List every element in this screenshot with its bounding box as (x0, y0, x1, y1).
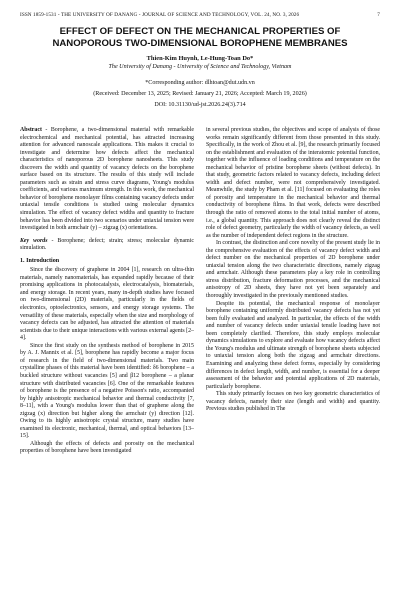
running-header (20, 12, 380, 22)
paragraph: Despite its potential, the mechanical response of monolayer borophene containing uniformly distributed vacancy defects has not yet been fully evaluated and analyzed. In particular, the effects of the width and number of vacancy defects under uniaxial tensile loading have not been completely clarified. Therefore, this study employs molecular dynamics simulations to explore and evaluate how vacancy defects affect the Young's modulus and ultimate strength of borophene sheets subjected to uniaxial tension along both the zigzag and armchair directions. Examining and analyzing these defect forms, especially by considering differences in defect length, width, and number, is essential for a deeper assessment of the behavior and potential applications of 2D materials, particularly borophene. (206, 300, 380, 390)
paper-title: EFFECT OF DEFECT ON THE MECHANICAL PROPERTIES OF NANOPOROUS TWO-DIMENSIONAL BOROPHENE MEMBRANES (52, 26, 348, 49)
paragraph: In contrast, the distinction and core novelty of the present study lie in the comprehensive evaluation of the effects of vacancy defect width and defect number on the mechanical properties of 2D borophene under uniaxial tension along the two characteristic directions, namely zigzag and armchair. Although these parameters play a key role in controlling stress distribution, fracture deformation processes, and the mechanical anisotropy of 2D sheets, they have not yet been separately and thoroughly investigated in the previously mentioned studies. (206, 240, 380, 300)
doi: DOI: 10.31130/ud-jst.2026.24(3).714 (154, 102, 246, 108)
corresponding-author: *Corresponding author: dlhtoan@dut.udn.vn (145, 80, 255, 86)
abstract (20, 127, 194, 233)
abstract-label: Abstract (20, 127, 42, 133)
section-heading: 1. Introduction (20, 257, 60, 264)
left-column (20, 127, 194, 456)
authors: Thien-Kim Huynh, Le-Hung-Toan Do* (146, 55, 254, 62)
paragraph: Since the discovery of graphene in 2004 [1], research on ultra-thin materials, namely nanomaterials, has expanded rapidly because of their promising applications in photocatalysis, electrocatalysis, biomaterials, and energy storage. In recent years, many in-depth studies have focused on two-dimensional (2D) materials, particularly in the fields of electronics, optoelectronics, sensors, and energy storage systems. The versatility of these materials, especially when the size and morphology of vacancy defects can be adjusted, has attracted the attention of materials scientists due to their unique interactions with various external agents [2–4]. (20, 267, 194, 342)
page-number: 7 (377, 12, 380, 18)
journal-header: ISSN 1859-1531 - THE UNIVERSITY OF DANANG - JOURNAL OF SCIENCE AND TECHNOLOGY, VOL. 24, NO. 3, 2026 (20, 12, 300, 18)
keywords (20, 238, 194, 253)
paragraph: This study primarily focuses on two key geometric characteristics of vacancy defects, namely their size (length and width) and quantity. Previous studies published in The (206, 391, 380, 413)
paragraph: Since the first study on the synthesis method of borophene in 2015 by A. J. Mannix et al. [5], borophene has rapidly become a major focus of research in the field of two-dimensional materials. Two main crystalline phases of this material have been identified: δ6 borophene – a buckled structure without vacancies [5] and β12 borophene – a planar structure with distributed vacancies [6]. One of the remarkable features of borophene is the presence of a negative Poisson's ratio, accompanied by highly anisotropic mechanical behavior and thermal conductivity [7, 8–11], with a Young's modulus lower than that of graphene along the zigzag (x) direction but higher along the armchair (y) direction [12]. Owing to its highly anisotropic crystal structure, many studies have examined its electronic, mechanical, thermal, and optical behaviors [13–15]. (20, 342, 194, 440)
paragraph: Although the effects of defects and porosity on the mechanical properties of borophene have been investigated (20, 440, 194, 455)
dates: (Received: December 13, 2025; Revised: January 21, 2026; Accepted: March 19, 2026) (93, 91, 307, 97)
right-column (206, 127, 380, 414)
keywords-text: - Borophene; defect; strain; stress; molecular dynamic simulation. (20, 237, 194, 252)
paragraph: in several previous studies, the objectives and scope of analysis of those works remain significantly different from those presented in this study. Specifically, in the work of Zhou et al. [9], the research primarily focused on the establishment and evaluation of the interatomic potential function, together with the influence of loading conditions and temperature on the mechanical behavior of pristine borophene sheets (without defects). In that study, geometric factors related to vacancy defects, including defect width and defect number, were not comprehensively investigated. Meanwhile, the study by Pham et al. [11] focused on evaluating the roles of porosity and temperature in the mechanical behavior and thermal conductivity of borophene films. In that work, defects were described through the ratio of removed atoms to the total initial number of atoms, i.e., a global quantity. This approach does not clearly reveal the distinct role of defect geometry, particularly the width of vacancy defects, as well as the number of independent defect regions in the structure. (206, 127, 380, 239)
abstract-text: - Borophene, a two-dimensional material with remarkable electrochemical and mechanical potential, has attracted increasing attention for advanced nanoscale applications. This makes it crucial to investigate and determine how defects affect the mechanical characteristics of nanoporous 2D borophene nanosheets. This study discovers the width and quantity of vacancy defects on the borophene surface based on its structure. The results of this study will include parameters such as strain and stress curve diagrams, Young's modulus coefficients, and various maximum strength. In this work, the mechanical behavior of borophene monolayer films containing vacancy defects under uniaxial tensile conditions is studied using molecular dynamics simulation. The effect of vacancy defect widths and quantity to fracture behavior has been divided into two scenarios under uniaxial tension were investigated in both armchair (y) – zigzag (x) orientations. (20, 127, 194, 232)
keywords-label: Key words (20, 237, 48, 244)
affiliation: The University of Danang - University of Science and Technology, Vietnam (108, 64, 292, 70)
